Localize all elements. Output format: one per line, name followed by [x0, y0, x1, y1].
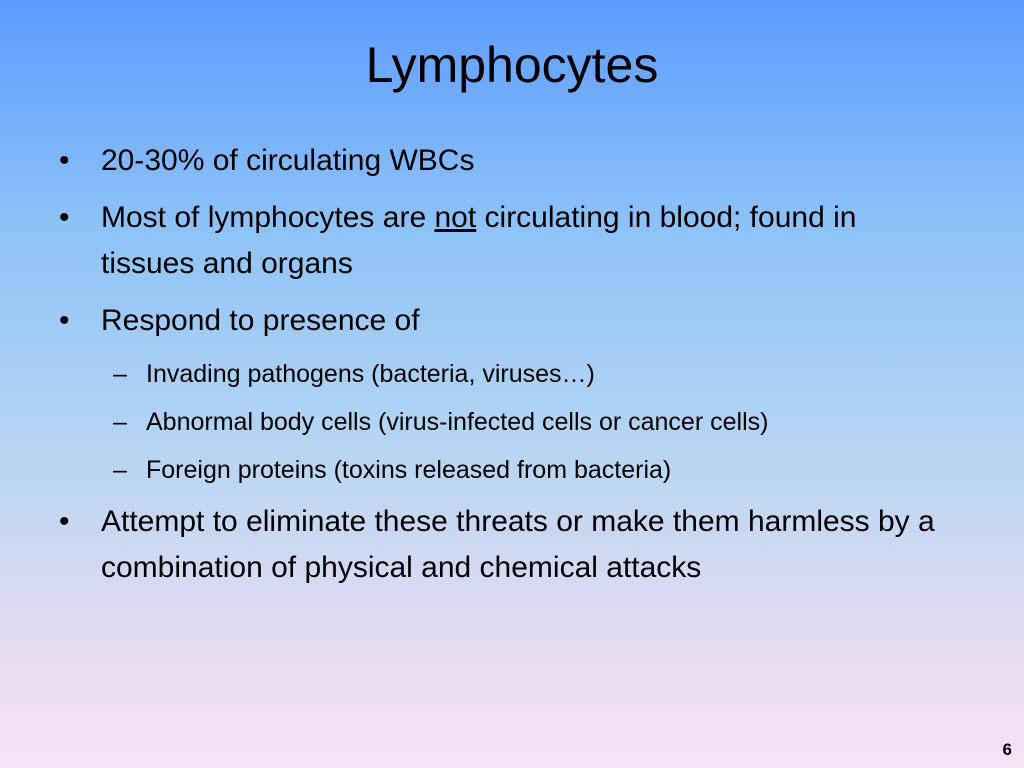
bullet-text-pre: Most of lymphocytes are — [101, 201, 435, 234]
bullet-item — [55, 195, 955, 287]
bullet-item — [55, 499, 955, 591]
bullet-text: 20-30% of circulating WBCs — [101, 144, 475, 177]
bullet-list — [55, 138, 955, 602]
sub-bullet-text: Foreign proteins (toxins released from bacteria) — [146, 456, 672, 484]
bullet-icon: • — [59, 201, 70, 234]
dash-icon: – — [113, 408, 127, 436]
bullet-icon: • — [59, 304, 70, 337]
bullet-text: Attempt to eliminate these threats or make them harmless by a combination of physical and chemical attacks — [101, 505, 935, 584]
sub-bullet-item — [55, 355, 955, 393]
dash-icon: – — [113, 360, 127, 388]
sub-bullet-text: Abnormal body cells (virus-infected cells or cancer cells) — [146, 408, 769, 436]
bullet-text-underlined: not — [434, 201, 477, 234]
bullet-icon: • — [59, 505, 70, 538]
bullet-icon: • — [59, 144, 70, 177]
sub-bullet-item — [55, 403, 955, 441]
bullet-item — [55, 138, 955, 184]
sub-bullet-text: Invading pathogens (bacteria, viruses…) — [146, 360, 595, 388]
bullet-item — [55, 298, 955, 344]
bullet-text-post: circulating in blood; found in tissues and organs — [101, 201, 857, 280]
page-number: 6 — [1002, 740, 1012, 759]
slide-title: Lymphocytes — [365, 37, 659, 93]
sub-bullet-item — [55, 451, 955, 489]
dash-icon: – — [113, 456, 127, 484]
bullet-text: Respond to presence of — [101, 304, 420, 337]
